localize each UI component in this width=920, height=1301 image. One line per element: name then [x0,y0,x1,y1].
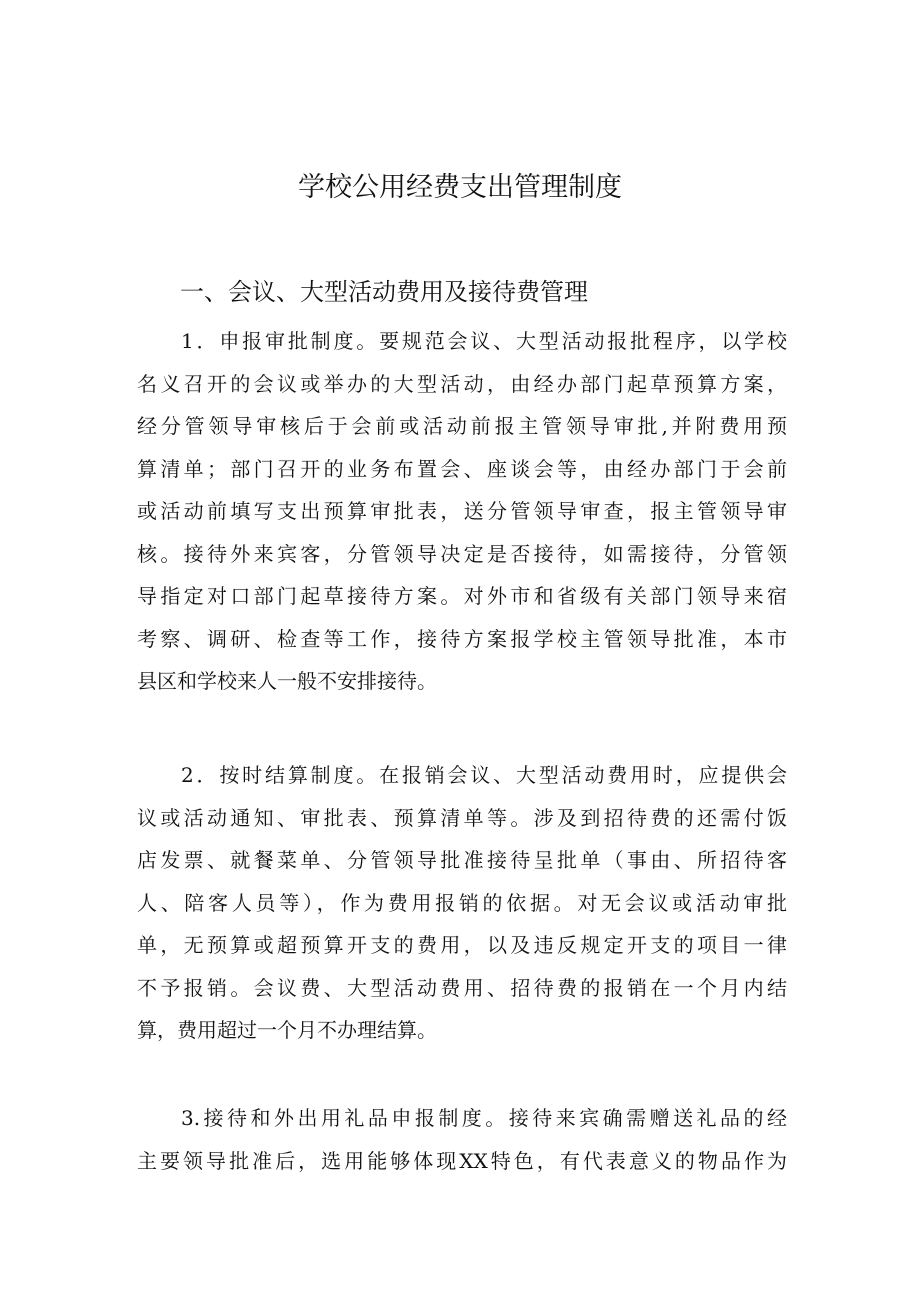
paragraph-line: 议或活动通知、审批表、预算清单等。涉及到招待费的还需付饭 [137,805,787,830]
paragraph-line: 2．按时结算制度。在报销会议、大型活动费用时，应提供会 [181,763,787,787]
paragraph-line: 名义召开的会议或举办的大型活动，由经办部门起草预算方案， [137,371,787,396]
paragraph-line: 核。接待外来宾客，分管领导决定是否接待，如需接待，分管领 [137,541,787,566]
paragraph-line: 1．申报审批制度。要规范会议、大型活动报批程序，以学校 [181,329,787,353]
paragraph-line: 导指定对口部门起草接待方案。对外市和省级有关部门领导来宿 [137,584,787,608]
paragraph-line: 主要领导批准后，选用能够体现XX特色，有代表意义的物品作为 [137,1148,787,1173]
paragraph-3 [137,1097,787,1182]
document-title: 学校公用经费支出管理制度 [298,172,622,203]
paragraph-line: 县区和学校来人一般不安排接待。 [137,669,437,693]
paragraph-line: 经分管领导审核后于会前或活动前报主管领导审批,并附费用预 [137,414,787,438]
paragraph-2 [137,754,787,1052]
paragraph-line: 人、陪客人员等），作为费用报销的依据。对无会议或活动审批 [137,890,787,915]
paragraph-line: 店发票、就餐菜单、分管领导批准接待呈批单（事由、所招待客 [137,848,787,872]
section-heading: 一、会议、大型活动费用及接待费管理 [180,278,588,306]
paragraph-line: 或活动前填写支出预算审批表，送分管领导审查，报主管领导审 [137,499,787,523]
paragraph-line: 算，费用超过一个月不办理结算。 [137,1018,437,1042]
paragraph-line: 不予报销。会议费、大型活动费用、招待费的报销在一个月内结 [137,975,787,1000]
paragraph-line: 算清单；部门召开的业务布置会、座谈会等，由经办部门于会前 [137,456,787,481]
paragraph-line: 单，无预算或超预算开支的费用，以及违反规定开支的项目一律 [137,933,787,957]
paragraph-line: 考察、调研、检查等工作，接待方案报学校主管领导批准，本市 [137,626,787,651]
paragraph-line: 3.接待和外出用礼品申报制度。接待来宾确需赠送礼品的经 [181,1106,787,1130]
paragraph-1 [137,320,787,703]
